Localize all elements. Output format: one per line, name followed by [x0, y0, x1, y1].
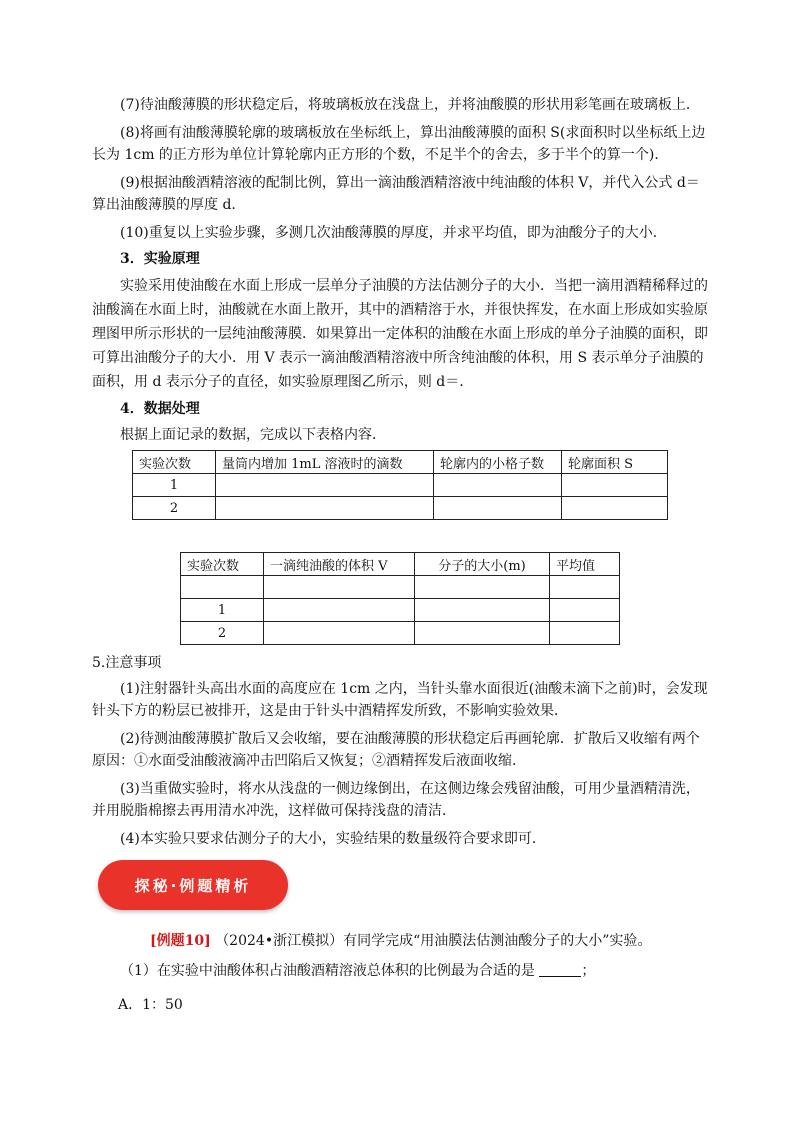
table-header-cell: 实验次数: [133, 451, 216, 474]
banner-label: 探秘·例题精析: [134, 876, 252, 895]
table-cell: 2: [133, 497, 216, 520]
table-row: [133, 474, 668, 497]
step-7: (7)待油酸薄膜的形状稳定后，将玻璃板放在浅盘上，并将油酸膜的形状用彩笔画在玻璃板上．: [120, 97, 700, 113]
table-row: [181, 622, 620, 645]
question-1-text: （1）在实验中油酸体积占油酸酒精溶液总体积的比例最为合适的是: [120, 963, 535, 979]
table-cell: [550, 576, 620, 599]
table-cell: 1: [181, 599, 264, 622]
data-processing-intro: 根据上面记录的数据，完成以下表格内容．: [120, 427, 386, 443]
note-4: (4)本实验只要求估测分子的大小，实验结果的数量级符合要求即可．: [120, 831, 546, 847]
question-1-end: ；: [581, 963, 596, 979]
option-a: A．1：50: [118, 997, 183, 1013]
table-cell: [434, 497, 562, 520]
table-molecule-size: [180, 552, 620, 645]
example-title: [150, 930, 720, 952]
table-drop-count: [132, 450, 668, 520]
table-cell: [562, 497, 668, 520]
table-cell: [550, 622, 620, 645]
step-9: (9)根据油酸酒精溶液的配制比例，算出一滴油酸酒精溶液中纯油酸的体积 V，并代入公式 d＝算出油酸薄膜的厚度 d.: [92, 175, 700, 213]
table-row: [181, 599, 620, 622]
table-cell: [415, 622, 550, 645]
note-2: (2)待测油酸薄膜扩散后又会收缩，要在油酸薄膜的形状稳定后再画轮廓．扩散后又收缩有两个原因：①水面受油酸液滴冲击凹陷后又恢复；②酒精挥发后液面收缩．: [92, 731, 700, 769]
section-banner: [98, 860, 288, 910]
table-header-cell: 轮廓内的小格子数: [434, 451, 562, 474]
question-1: [120, 960, 720, 982]
table-cell: [562, 474, 668, 497]
table-cell: [415, 576, 550, 599]
table-cell: [216, 497, 434, 520]
example-source: （2024•浙江模拟）有同学完成“用油膜法估测油酸分子的大小”实验。: [215, 933, 652, 949]
table-cell: 2: [181, 622, 264, 645]
example-tag: [例题10]: [150, 933, 211, 949]
table-header-cell: 轮廓面积 S: [562, 451, 668, 474]
table-header-cell: 实验次数: [181, 553, 264, 576]
principle-text: 实验采用使油酸在水面上形成一层单分子油膜的方法估测分子的大小．当把一滴用酒精稀释过的油酸滴在水面上时，油酸就在水面上散开，其中的酒精溶于水，并很快挥发，在水面上形成如实验原理图甲所示形状的一层纯油酸薄膜．如果算出一定体积的油酸在水面上形成的单分子油膜的面积，即可算出油酸分子的大小．用 V 表示一滴油酸酒精溶液中所含纯油酸的体积，用 S 表示单分子油膜的面积，用 d 表示分子的直径，如实验原理图乙所示，则 d＝.: [92, 278, 708, 390]
table-cell: 1: [133, 474, 216, 497]
note-1: (1)注射器针头高出水面的高度应在 1cm 之内，当针头靠水面很近(油酸未滴下之前)时，会发现针头下方的粉层已被排开，这是由于针头中酒精挥发所致，不影响实验效果．: [92, 681, 708, 719]
table-cell: [264, 599, 415, 622]
answer-blank[interactable]: [539, 962, 581, 977]
table-header-cell: 一滴纯油酸的体积 V: [264, 553, 415, 576]
table-cell: [415, 599, 550, 622]
step-8: (8)将画有油酸薄膜轮廓的玻璃板放在坐标纸上，算出油酸薄膜的面积 S(求面积时以坐标纸上边长为 1cm 的正方形为单位计算轮廓内正方形的个数，不足半个的舍去，多于半个的算一个)．: [92, 125, 706, 163]
table-header-cell: 分子的大小(m): [415, 553, 550, 576]
table-cell: [264, 576, 415, 599]
data-processing-heading: 4．数据处理: [120, 401, 200, 417]
step-10: (10)重复以上实验步骤，多测几次油酸薄膜的厚度，并求平均值，即为油酸分子的大小．: [120, 225, 667, 241]
table-header-cell: 量筒内增加 1mL 溶液时的滴数: [216, 451, 434, 474]
notes-heading: 5.注意事项: [92, 655, 162, 671]
table-row: [133, 497, 668, 520]
table-cell: [216, 474, 434, 497]
table-cell: [434, 474, 562, 497]
table-cell: [264, 622, 415, 645]
table-header-cell: 平均值: [550, 553, 620, 576]
note-3: (3)当重做实验时，将水从浅盘的一侧边缘倒出，在这侧边缘会残留油酸，可用少量酒精清洗，并用脱脂棉擦去再用清水冲洗，这样做可保持浅盘的清洁．: [92, 781, 700, 819]
principle-heading: 3．实验原理: [120, 251, 200, 267]
table-header-row: [181, 553, 620, 576]
table-cell: [550, 599, 620, 622]
table-row: [181, 576, 620, 599]
table-header-row: [133, 451, 668, 474]
table-cell: [181, 576, 264, 599]
